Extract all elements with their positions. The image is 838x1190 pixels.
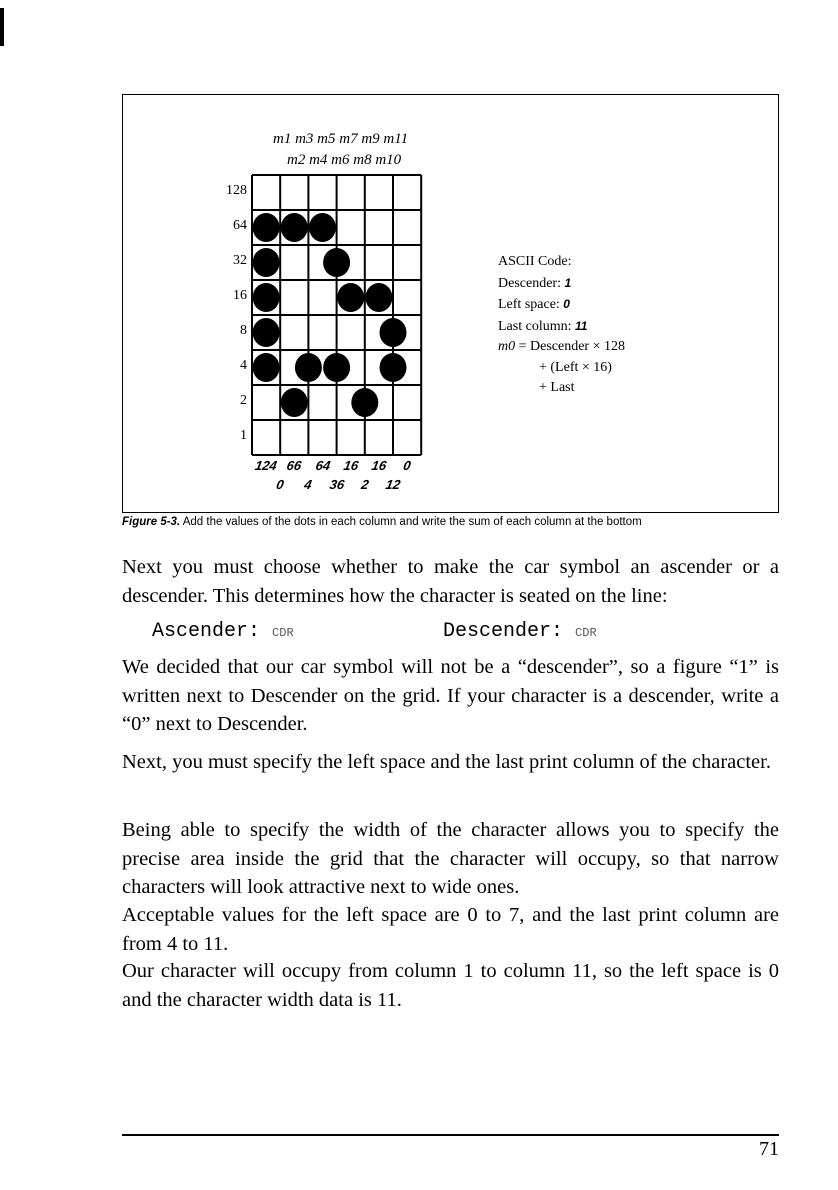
dot-m1-16 (253, 283, 280, 312)
paragraph-6: Our character will occupy from column 1 to column 11, so the left space is 0 and the character width data is 11. (122, 960, 779, 1011)
footer-rule (122, 1134, 779, 1136)
column-sum-m11: 0 (402, 458, 413, 473)
paragraph-4: Being able to specify the width of the character allows you to specify the precise area inside the grid that the character will occupy, so that narrow characters will look attractive next to wide ones. (122, 819, 779, 899)
dot-m10-8 (380, 318, 407, 347)
column-sum-m5: 64 (313, 458, 332, 473)
car-glyph: CDR (272, 626, 294, 640)
ascender-label: Ascender: (152, 620, 261, 643)
left-space-value: 0 (563, 297, 570, 311)
descender-label: Descender: (443, 620, 564, 643)
row-value-label: 128 (226, 183, 247, 198)
last-column-label: Last column: (498, 318, 572, 334)
page-number: 71 (759, 1138, 779, 1160)
dot-m3-2 (281, 388, 308, 417)
row-value-label: 1 (240, 428, 247, 443)
caption-text: Add the values of the dots in each column and write the sum of each column at the bottom (180, 516, 642, 528)
dot-m3-64 (281, 213, 308, 242)
dot-m1-8 (253, 318, 280, 347)
dot-m5-64 (309, 213, 336, 242)
figure-caption (122, 516, 642, 528)
formula-var: m0 (498, 339, 516, 354)
formula-2: + (Left × 16) (539, 359, 612, 375)
column-sum-m8: 2 (359, 477, 370, 492)
column-sum-m2: 0 (275, 477, 286, 492)
descender-label: Descender: (498, 275, 561, 291)
paragraph-3: Next, you must specify the left space and the last print column of the character. (122, 751, 771, 773)
dot-m6-4 (323, 353, 350, 382)
paragraph-5: Acceptable values for the left space are 0 to 7, and the last print column are from 4 to 11. (122, 904, 779, 955)
descender-example (443, 620, 597, 643)
ascii-title: ASCII Code: (498, 254, 572, 269)
paragraph-2: We decided that our car symbol will not be a “descender”, so a figure “1” is written next to Descender on the grid. If your character is a descender, write a “0” next to Descender. (122, 656, 779, 736)
paragraph-1: Next you must choose whether to make the car symbol an ascender or a descender. This determines how the character is seated on the line: (122, 556, 779, 607)
row-value-label: 8 (240, 323, 247, 338)
row-value-label: 2 (240, 393, 247, 408)
column-sum-m1: 124 (253, 458, 279, 473)
ascender-example (152, 620, 294, 643)
dot-m1-32 (253, 248, 280, 277)
left-space-line (498, 294, 625, 316)
left-space-label: Left space: (498, 297, 560, 312)
last-column-value: 11 (575, 318, 588, 333)
row-value-label: 32 (233, 253, 247, 268)
column-sum-m7: 16 (342, 458, 360, 473)
car-glyph: CDR (575, 626, 597, 640)
odd-column-labels: m1 m3 m5 m7 m9 m11 (273, 131, 409, 147)
row-value-label: 4 (240, 358, 247, 373)
even-column-labels: m2 m4 m6 m8 m10 (287, 152, 402, 168)
formula-line-1 (498, 337, 625, 358)
ascii-code-notes (498, 252, 625, 399)
dot-m1-64 (253, 213, 280, 242)
dot-m6-32 (323, 248, 350, 277)
last-column-line (498, 316, 625, 338)
row-value-label: 16 (233, 288, 247, 303)
column-sum-m9: 16 (370, 458, 388, 473)
caption-label: Figure 5-3. (122, 516, 181, 528)
dot-m1-4 (253, 353, 280, 382)
dot-m7-16 (337, 283, 364, 312)
dot-m10-4 (380, 353, 407, 382)
row-value-label: 64 (233, 218, 247, 233)
column-sum-m6: 36 (328, 477, 346, 492)
column-sum-m4: 4 (303, 477, 314, 492)
column-sum-m3: 66 (285, 458, 303, 473)
dot-m9-16 (365, 283, 392, 312)
dot-m8-2 (351, 388, 378, 417)
formula-3: + Last (539, 380, 575, 395)
column-sum-m10: 12 (384, 477, 402, 492)
descender-value: 1 (564, 275, 572, 290)
dot-grid (0, 0, 838, 520)
descender-line (498, 273, 625, 295)
dot-m4-4 (295, 353, 322, 382)
formula-1: = Descender × 128 (515, 339, 625, 354)
